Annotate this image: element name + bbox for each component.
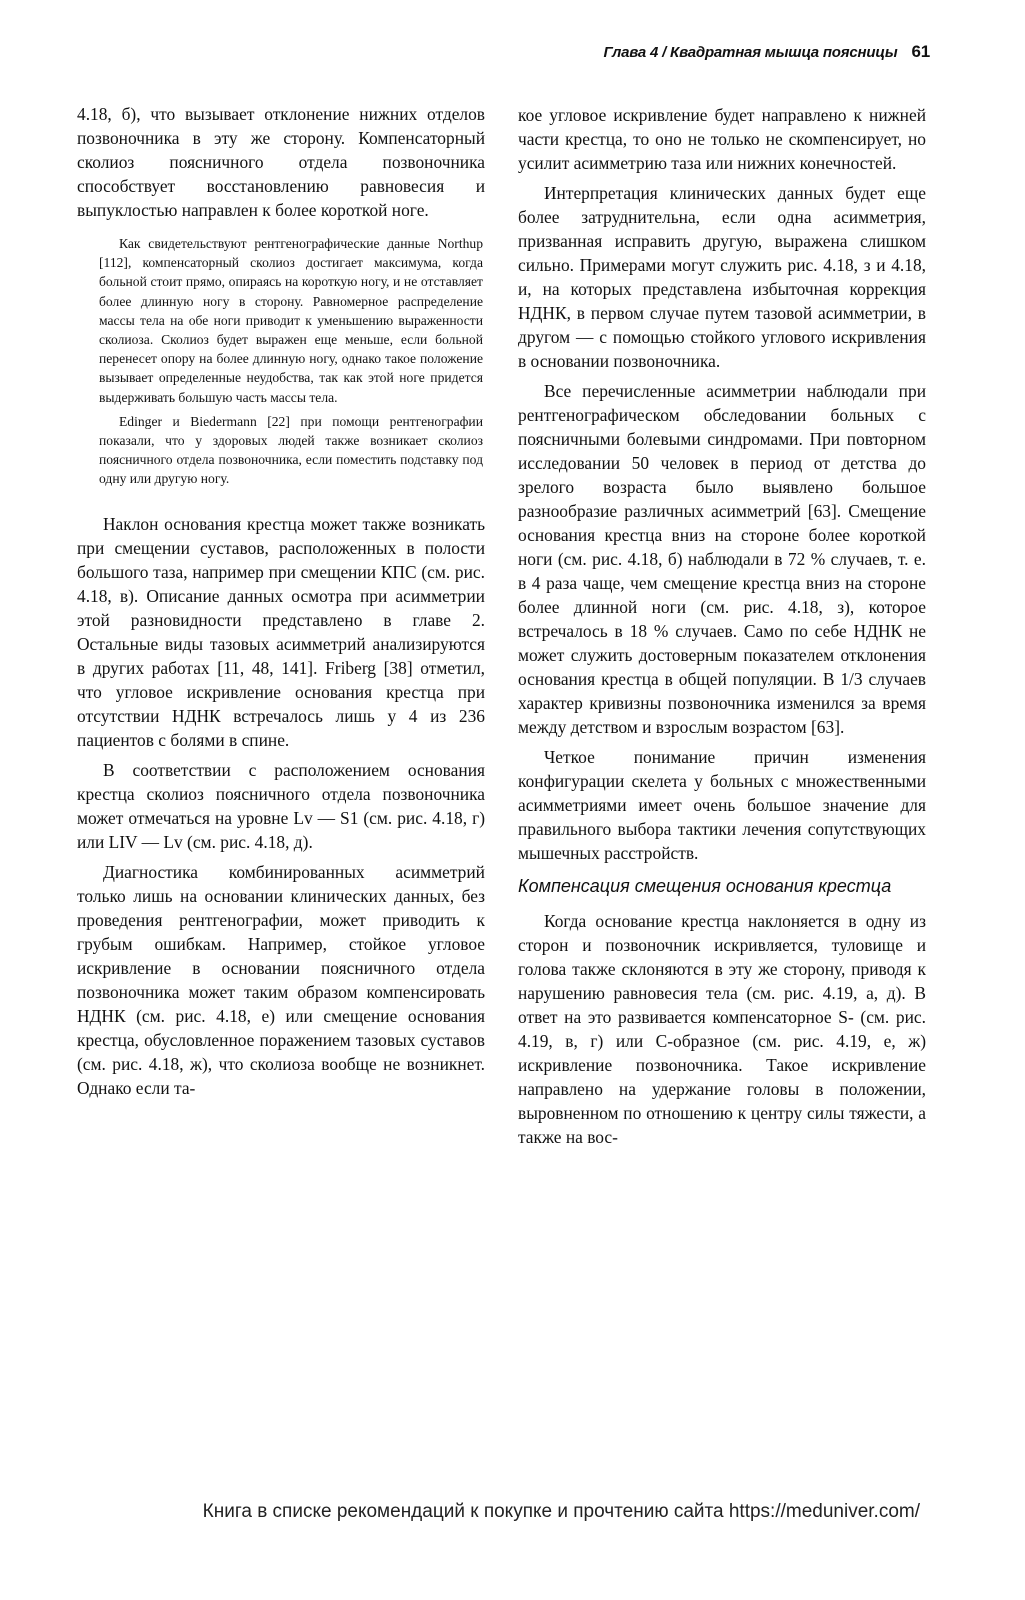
right-paragraph-5: Когда основание крестца наклоняется в одну из сторон и позвоночник искривляется, туловище и голова также склоняются в эту же сторону, приводя к нарушению равновесия тела (см. рис. 4.19, а, д). В ответ на это развивается компенсаторное S- (см. рис. 4.19, в, г) или С-образное (см. рис. 4.19, е, ж) искривление позвоночника. Такое искривление направлено на удержание головы в положении, выровненном по отношению к центру силы тяжести, а также на вос-	[518, 911, 926, 1147]
right-paragraph-4: Четкое понимание причин изменения конфигурации скелета у больных с множественными асимметриями имеет очень большое значение для правильного выбора тактики лечения сопутствующих мышечных расстройств.	[518, 747, 926, 863]
left-paragraph-2: Наклон основания крестца может также возникать при смещении суставов, расположенных в полости большого таза, например при смещении КПС (см. рис. 4.18, в). Описание данных осмотра при асимметрии этой разновидности представлено в главе 2. Остальные виды тазовых асимметрий анализируются в других работах [11, 48, 141]. Friberg [38] отметил, что угловое искривление основания крестца при отсутствии НДНК встречалось лишь у 4 из 236 пациентов с болями в спине.	[77, 513, 485, 750]
section-heading: Компенсация смещения основания крестца	[518, 876, 892, 896]
running-header	[604, 42, 930, 62]
left-column	[77, 102, 485, 1100]
right-paragraph-1: кое угловое искривление будет направлено к нижней части крестца, то оно не только не скомпенсирует, но усилит асимметрию таза или нижних конечностей.	[518, 105, 926, 173]
left-paragraph-4: Диагностика комбинированных асимметрий только лишь на основании клинических данных, без проведения рентгенографии, может приводить к грубым ошибкам. Например, стойкое угловое искривление в основании поясничного отдела позвоночника может таким образом компенсировать НДНК (см. рис. 4.18, е) или смещение основания крестца, обусловленное поражением тазовых суставов (см. рис. 4.18, ж), что сколиоза вообще не возникнет. Однако если та-	[77, 861, 485, 1098]
left-note-1: Как свидетельствуют рентгенографические данные Northup [112], компенсаторный сколиоз достигает максимума, когда больной стоит прямо, опираясь на короткую ногу, и не отставляет более длинную ногу в сторону. Равномерное распределение массы тела на обе ноги приводит к уменьшению выраженности сколиоза. Сколиоз будет выражен еще меньше, если больной перенесет опору на более длинную ногу, однако такое положение вызывает определенные неудобства, так как этой ноге придется выдерживать большую часть массы тела.	[99, 236, 483, 405]
watermark-text	[160, 1500, 920, 1524]
right-column	[518, 103, 926, 1149]
watermark-line: Книга в списке рекомендаций к покупке и прочтению сайта https://meduniver.com/	[202, 1501, 920, 1522]
left-paragraph-3: В соответствии с расположением основания крестца сколиоз поясничного отдела позвоночника может отмечаться на уровне Lv — S1 (см. рис. 4.18, г) или LIV — Lv (см. рис. 4.18, д).	[77, 759, 485, 852]
right-paragraph-2: Интерпретация клинических данных будет еще более затруднительна, если одна асимметрия, призванная исправить другую, выражена слишком сильно. Примерами могут служить рис. 4.18, з и 4.18, и, на которых представлена избыточная коррекция НДНК, в первом случае путем тазовой асимметрии, в другом — с помощью стойкого углового искривления в основании позвоночника.	[518, 183, 926, 371]
left-note-2: Edinger и Biedermann [22] при помощи рентгенографии показали, что у здоровых людей также возникает сколиоз поясничного отдела позвоночника, если поместить подставку под одну или другую ногу.	[99, 413, 483, 487]
running-title: Глава 4 / Квадратная мышца поясницы	[603, 44, 898, 61]
right-paragraph-3: Все перечисленные асимметрии наблюдали при рентгенографическом обследовании больных с поясничными болевыми синдромами. При повторном исследовании 50 человек в период от детства до зрелого возраста было выявлено большое разнообразие различных асимметрий [63]. Смещение основания крестца вниз на стороне более короткой ноги (см. рис. 4.18, б) наблюдали в 72 % случаев, т. е. в 4 раза чаще, чем смещение крестца вниз на стороне более длинной ноги (см. рис. 4.18, з), которое встречалось в 18 % случаев. Само по себе НДНК не может служить достоверным показателем отклонения основания крестца в общей популяции. В 1/3 случаев характер кривизны позвоночника изменился за время между детством и взрослым возрастом [63].	[518, 381, 926, 737]
left-paragraph-1: 4.18, б), что вызывает отклонение нижних отделов позвоночника в эту же сторону. Компенсаторный сколиоз поясничного отдела позвоночника способствует восстановлению равновесия и выпуклостью направлен к более короткой ноге.	[77, 104, 485, 220]
page-number: 61	[911, 42, 930, 61]
